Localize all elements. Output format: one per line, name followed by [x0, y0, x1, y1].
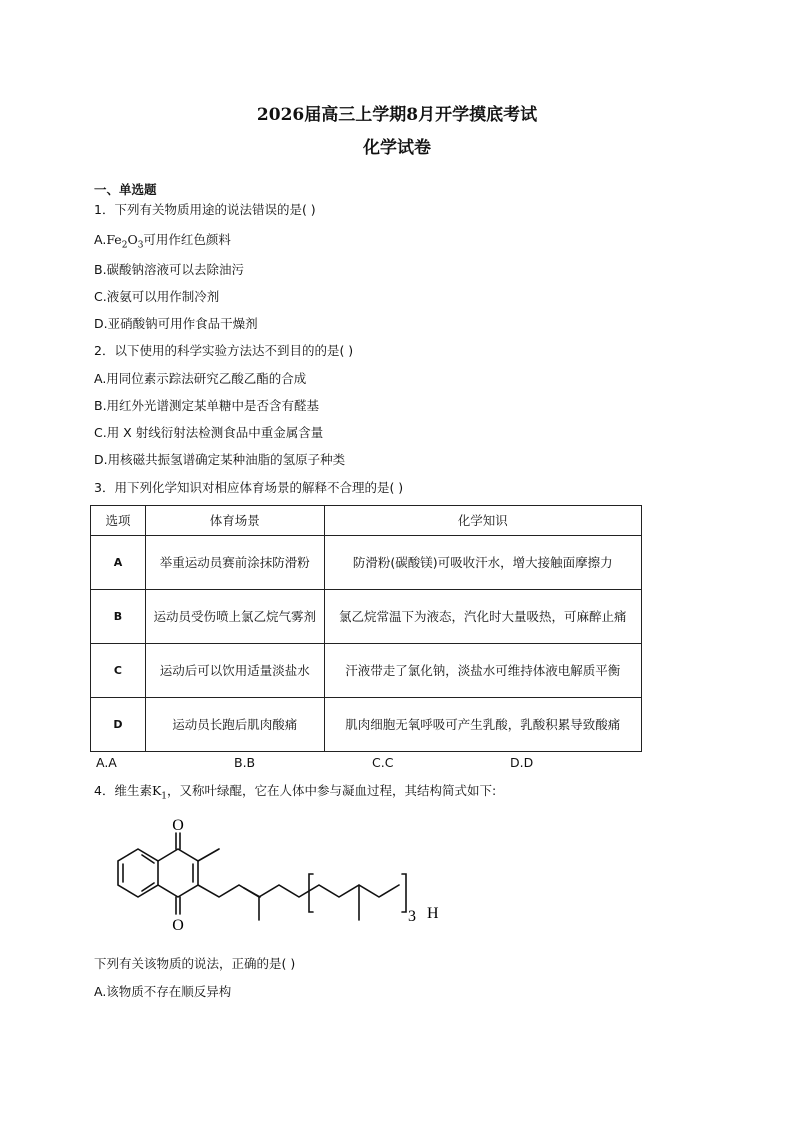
table-row	[91, 536, 642, 590]
vitamin-k1-structure	[96, 808, 456, 950]
formula-sub-3: 3	[137, 240, 144, 251]
table-header-cell: 化学知识	[324, 506, 641, 536]
exam-title: 2026届高三上学期8月开学摸底考试	[256, 105, 538, 125]
q1-stem: 1．下列有关物质用途的说法错误的是( )	[94, 202, 316, 217]
q4-stem-text: ，又称叶绿醌，它在人体中参与凝血过程，其结构简式如下:	[167, 783, 497, 798]
section-heading: 一、单选题	[94, 182, 157, 197]
formula-fe: Fe	[106, 232, 122, 247]
vitamin-k-subscript: 1	[161, 791, 168, 802]
q1-option-a-formula	[106, 232, 144, 251]
table-row	[91, 698, 642, 752]
q2-option-b: B.用红外光谱测定某单糖中是否含有醛基	[94, 398, 320, 413]
table-cell-knowledge: 防滑粉(碳酸镁)可吸收汗水，增大接触面摩擦力	[324, 536, 641, 590]
oxygen-bottom-label: O	[172, 917, 184, 934]
table-cell-option: C	[91, 644, 146, 698]
exam-subtitle: 化学试卷	[363, 138, 431, 158]
q2-option-a: A.用同位素示踪法研究乙酸乙酯的合成	[94, 371, 307, 386]
repeat-count-label: 3	[408, 908, 416, 925]
table-cell-option: A	[91, 536, 146, 590]
q1-option-a-text: 可用作红色颜料	[143, 232, 231, 247]
table-row	[91, 590, 642, 644]
table-cell-scene: 运动员长跑后肌肉酸痛	[145, 698, 324, 752]
q2-option-d: D.用核磁共振氢谱确定某种油脂的氢原子种类	[94, 452, 346, 467]
table-header-cell: 体育场景	[145, 506, 324, 536]
formula-o: O	[127, 232, 138, 247]
q3-choice-a: A.A	[96, 755, 117, 770]
table-header-row	[91, 506, 642, 536]
table-cell-option: D	[91, 698, 146, 752]
q1-option-c: C.液氨可以用作制冷剂	[94, 289, 220, 304]
q1-option-a	[94, 231, 231, 255]
q4-question: 下列有关该物质的说法，正确的是( )	[94, 956, 296, 971]
table-header-cell: 选项	[91, 506, 146, 536]
quinone-ring	[158, 849, 198, 897]
vitamin-k-symbol: K	[151, 783, 162, 798]
table-cell-knowledge: 汗液带走了氯化钠，淡盐水可维持体液电解质平衡	[324, 644, 641, 698]
q3-choice-d: D.D	[510, 755, 534, 770]
q3-choice-b: B.B	[234, 755, 256, 770]
table-row	[91, 644, 642, 698]
q3-table	[90, 505, 642, 752]
q1-option-b: B.碳酸钠溶液可以去除油污	[94, 262, 245, 277]
q1-option-a-prefix: A.	[94, 232, 107, 247]
q1-option-d: D.亚硝酸钠可用作食品干燥剂	[94, 316, 258, 331]
bracket-right	[402, 874, 406, 912]
formula-sub-2: 2	[121, 240, 128, 251]
bracket-left	[309, 874, 313, 912]
q4-stem-prefix: 4．维生素	[94, 783, 152, 798]
q4-option-a: A.该物质不存在顺反异构	[94, 984, 232, 999]
oxygen-top-label: O	[172, 817, 184, 834]
table-cell-knowledge: 氯乙烷常温下为液态，汽化时大量吸热，可麻醉止痛	[324, 590, 641, 644]
q3-choice-c: C.C	[372, 755, 394, 770]
benzene-ring	[118, 849, 158, 897]
table-cell-scene: 举重运动员赛前涂抹防滑粉	[145, 536, 324, 590]
end-group-label: H	[427, 905, 439, 922]
table-cell-scene: 运动员受伤喷上氯乙烷气雾剂	[145, 590, 324, 644]
q2-option-c: C.用 X 射线衍射法检测食品中重金属含量	[94, 425, 324, 440]
table-cell-option: B	[91, 590, 146, 644]
table-cell-knowledge: 肌肉细胞无氧呼吸可产生乳酸，乳酸积累导致酸痛	[324, 698, 641, 752]
table-cell-scene: 运动后可以饮用适量淡盐水	[145, 644, 324, 698]
q4-stem	[94, 782, 496, 806]
q2-stem: 2．以下使用的科学实验方法达不到目的的是( )	[94, 343, 354, 358]
q3-stem: 3．用下列化学知识对相应体育场景的解释不合理的是( )	[94, 480, 404, 495]
